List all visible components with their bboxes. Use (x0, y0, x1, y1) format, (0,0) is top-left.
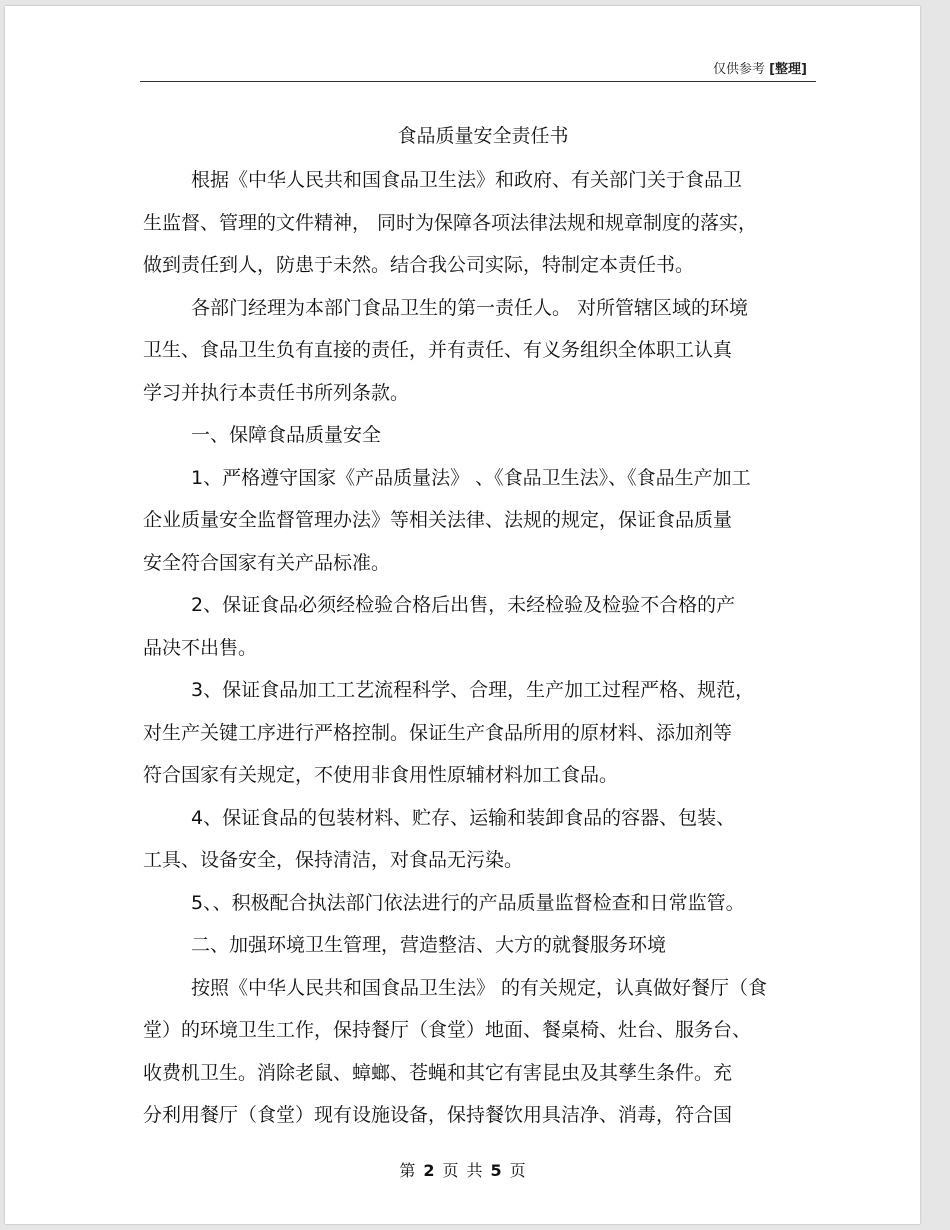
paragraph (143, 159, 823, 287)
paragraph-line: 二、加强环境卫生管理，营造整洁、大方的就餐服务环境 (191, 934, 667, 956)
footer-prefix: 第 (399, 1161, 416, 1180)
paragraph-line: 安全符合国家有关产品标准。 (143, 551, 391, 574)
paragraph (143, 967, 823, 1137)
paragraph (143, 669, 823, 797)
paragraph-list (143, 159, 823, 1137)
paragraph (143, 287, 823, 415)
header-rule (140, 81, 816, 82)
paragraph (143, 882, 823, 925)
footer-page-number: 2 (423, 1161, 435, 1180)
paragraph-line: 分利用餐厅（食堂）现有设施设备，保持餐饮用具洁净、消毒，符合国 (143, 1104, 733, 1126)
paragraph-line: 4、保证食品的包装材料、贮存、运输和装卸食品的容器、包装、 (191, 806, 736, 829)
paragraph-line: 2、保证食品必须经检验合格后出售，未经检验及检验不合格的产 (191, 594, 736, 616)
paragraph (143, 414, 823, 457)
paragraph (143, 584, 823, 669)
document-page (5, 6, 920, 1224)
footer-total-pages: 5 (490, 1161, 502, 1180)
paragraph-line: 各部门经理为本部门食品卫生的第一责任人。 对所管辖区域的环境 (191, 296, 749, 319)
paragraph-line: 根据《中华人民共和国食品卫生法》和政府、有关部门关于食品卫 (191, 169, 743, 191)
paragraph-line: 生监督、管理的文件精神， 同时为保障各项法律法规和规章制度的落实， (143, 211, 758, 234)
paragraph-line: 5、、积极配合执法部门依法进行的产品质量监督检查和日常监管。 (191, 891, 745, 914)
footer-total-prefix: 共 (466, 1161, 483, 1180)
paragraph-line: 品决不出售。 (143, 636, 258, 659)
footer-page-unit: 页 (442, 1161, 459, 1180)
page-header (713, 58, 807, 77)
page-footer (5, 1158, 920, 1181)
paragraph (143, 457, 823, 585)
paragraph-line: 堂）的环境卫生工作，保持餐厅（食堂）地面、餐桌椅、灶台、服务台、 (143, 1019, 752, 1041)
paragraph-line: 按照《中华人民共和国食品卫生法》 的有关规定，认真做好餐厅（食 (191, 976, 768, 999)
paragraph-line: 收费机卫生。消除老鼠、蟑螂、苍蝇和其它有害昆虫及其孳生条件。充 (143, 1061, 733, 1084)
header-note: 仅供参考 (712, 62, 765, 77)
paragraph-line: 工具、设备安全，保持清洁，对食品无污染。 (143, 849, 524, 871)
paragraph (143, 797, 823, 882)
paragraph-line: 3、保证食品加工工艺流程科学、合理，生产加工过程严格、规范， (191, 679, 755, 701)
document-body (143, 118, 823, 1137)
paragraph-line: 做到责任到人，防患于未然。结合我公司实际，特制定本责任书。 (143, 254, 695, 276)
paragraph-line: 1、严格遵守国家《产品质量法》 、《食品卫生法》、《食品生产加工 (191, 466, 751, 489)
paragraph-line: 卫生、食品卫生负有直接的责任，并有责任、有义务组织全体职工认真 (143, 339, 733, 361)
header-tag: [整理] (769, 62, 807, 77)
paragraph-line: 企业质量安全监督管理办法》等相关法律、法规的规定，保证食品质量 (143, 509, 733, 531)
paragraph-line: 对生产关键工序进行严格控制。保证生产食品所用的原材料、添加剂等 (143, 721, 733, 744)
paragraph (143, 924, 823, 967)
paragraph-line: 一、保障食品质量安全 (191, 424, 382, 446)
footer-total-unit: 页 (509, 1161, 526, 1180)
document-title: 食品质量安全责任书 (397, 125, 569, 147)
paragraph-line: 符合国家有关规定，不使用非食用性原辅材料加工食品。 (143, 764, 619, 786)
paragraph-line: 学习并执行本责任书所列条款。 (143, 381, 410, 404)
